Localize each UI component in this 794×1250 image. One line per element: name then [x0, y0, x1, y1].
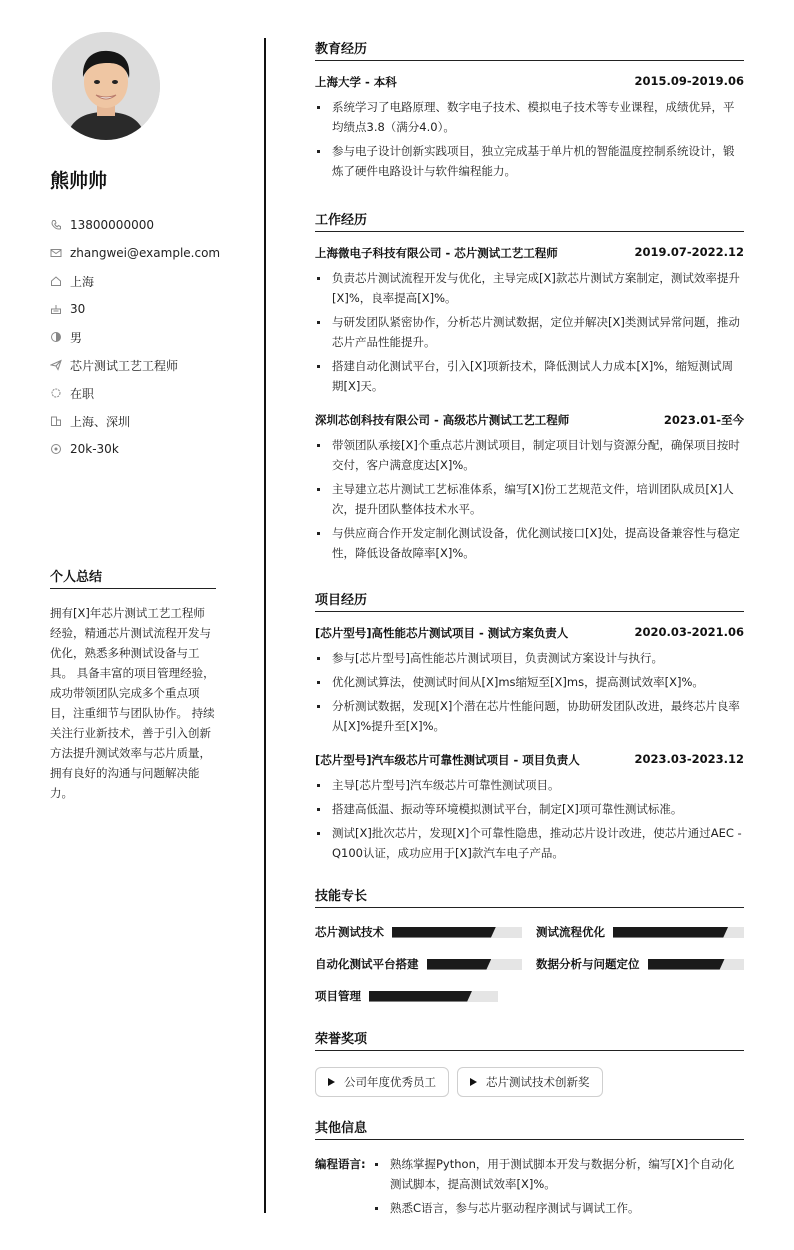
summary-section [50, 566, 216, 803]
other-info [315, 1154, 744, 1222]
skill-bar-fill [648, 959, 725, 970]
bullet-item: 熟练掌握Python，用于测试脚本开发与数据分析，编写[X]个自动化测试脚本，提高测试效率[X]%。 [373, 1154, 744, 1194]
entry-name: [芯片型号]汽车级芯片可靠性测试项目 - 项目负责人 [315, 753, 580, 767]
projects-section [315, 589, 744, 863]
skill-bar [427, 959, 523, 970]
contact-item [50, 267, 216, 295]
other-label: 编程语言: [315, 1157, 366, 1171]
contact-value: 芯片测试工艺工程师 [70, 358, 179, 373]
entry-date: 2023.03-2023.12 [634, 752, 744, 766]
contact-item [50, 211, 216, 239]
awards-list [315, 1067, 744, 1097]
skill-bar [369, 991, 498, 1002]
skill-name: 自动化测试平台搭建 [315, 957, 419, 971]
contact-item [50, 323, 216, 351]
entry-date: 2023.01-至今 [663, 413, 744, 427]
entry [315, 412, 744, 563]
entry-bullets [315, 775, 744, 863]
bullet-item: 系统学习了电路原理、数字电子技术、模拟电子技术等专业课程，成绩优异，平均绩点3.8（满分4.0）。 [315, 97, 744, 137]
bullet-item: 参与电子设计创新实践项目，独立完成基于单片机的智能温度控制系统设计，锻炼了硬件电路设计与软件编程能力。 [315, 141, 744, 181]
contact-value: 30 [70, 302, 86, 316]
entry-head [315, 245, 744, 261]
entry-bullets [315, 268, 744, 396]
entry-bullets [315, 97, 744, 181]
skill-name: 数据分析与问题定位 [536, 957, 640, 971]
bullet-item: 分析测试数据，发现[X]个潜在芯片性能问题，协助研发团队改进，最终芯片良率从[X]%提升至[X]%。 [315, 696, 744, 736]
award-label: 公司年度优秀员工 [344, 1075, 436, 1089]
entry-name: 上海大学 - 本科 [315, 75, 397, 89]
work-section [315, 209, 744, 563]
play-triangle-icon [470, 1078, 477, 1086]
education-section [315, 38, 744, 181]
contact-item [50, 239, 221, 267]
bullet-item: 测试[X]批次芯片，发现[X]个可靠性隐患，推动芯片设计改进，使芯片通过AEC - Q100认证，成功应用于[X]款汽车电子产品。 [315, 823, 744, 863]
entry-date: 2019.07-2022.12 [634, 245, 744, 259]
contact-item [50, 407, 216, 435]
contact-item [50, 379, 216, 407]
contact-list [50, 211, 221, 463]
bullet-item: 带领团队承接[X]个重点芯片测试项目，制定项目计划与资源分配，确保项目按时交付，客户满意度达[X]%。 [315, 435, 744, 475]
other-bullets [373, 1154, 744, 1222]
phone-icon [50, 219, 62, 231]
building-icon [50, 415, 62, 427]
bullet-item: 主导建立芯片测试工艺标准体系，编写[X]份工艺规范文件，培训团队成员[X]人次，提升团队整体技术水平。 [315, 479, 744, 519]
bullet-item: 搭建高低温、振动等环境模拟测试平台，制定[X]项可靠性测试标准。 [315, 799, 744, 819]
bullet-item: 搭建自动化测试平台，引入[X]项新技术，降低测试人力成本[X]%，缩短测试周期[X]天。 [315, 356, 744, 396]
entry [315, 245, 744, 396]
skill-name: 芯片测试技术 [315, 925, 384, 939]
entry-name: 深圳芯创科技有限公司 - 高级芯片测试工艺工程师 [315, 413, 570, 427]
skill-item [315, 986, 498, 1006]
skills-section [315, 885, 744, 1006]
contact-item [50, 351, 216, 379]
contact-value: 20k-30k [70, 442, 119, 456]
skill-bar-fill [613, 927, 728, 938]
gender-icon [50, 331, 62, 343]
entry-head [315, 625, 744, 641]
bullet-item: 与研发团队紧密协作，分析芯片测试数据，定位并解决[X]类测试异常问题，推动芯片产品性能提升。 [315, 312, 744, 352]
skill-name: 测试流程优化 [536, 925, 605, 939]
skill-item [315, 922, 522, 942]
contact-item [50, 435, 216, 463]
mail-icon [50, 247, 62, 259]
entry-name: [芯片型号]高性能芯片测试项目 - 测试方案负责人 [315, 626, 569, 640]
entry [315, 752, 744, 863]
skill-bar-fill [369, 991, 472, 1002]
awards-title: 荣誉奖项 [315, 1028, 744, 1051]
skill-bar-fill [392, 927, 496, 938]
column-divider [264, 38, 266, 1213]
skill-bar [648, 959, 745, 970]
contact-value: zhangwei@example.com [70, 246, 221, 260]
skill-item [315, 954, 522, 974]
bullet-item: 负责芯片测试流程开发与优化，主导完成[X]款芯片测试方案制定，测试效率提升[X]%，良率提高[X]%。 [315, 268, 744, 308]
contact-value: 在职 [70, 386, 95, 401]
salary-icon [50, 443, 62, 455]
avatar-portrait-icon [52, 32, 160, 140]
awards-section [315, 1028, 744, 1097]
cake-icon [50, 303, 62, 315]
entry-bullets [315, 648, 744, 736]
skill-item [536, 922, 744, 942]
skill-bar [613, 927, 744, 938]
award-label: 芯片测试技术创新奖 [486, 1075, 590, 1089]
award-tag [315, 1067, 449, 1097]
skill-name: 项目管理 [315, 989, 361, 1003]
avatar [52, 32, 160, 140]
contact-value: 男 [70, 330, 83, 345]
entry [315, 74, 744, 181]
work-title: 工作经历 [315, 209, 744, 232]
entry-date: 2015.09-2019.06 [634, 74, 744, 88]
contact-value: 上海、深圳 [70, 414, 131, 429]
bullet-item: 与供应商合作开发定制化测试设备，优化测试接口[X]处，提高设备兼容性与稳定性，降低设备故障率[X]%。 [315, 523, 744, 563]
skill-item [536, 954, 744, 974]
summary-title: 个人总结 [50, 566, 216, 589]
skill-bar-fill [427, 959, 492, 970]
entry-head [315, 412, 744, 428]
other-title: 其他信息 [315, 1117, 744, 1140]
send-icon [50, 359, 62, 371]
bullet-item: 参与[芯片型号]高性能芯片测试项目，负责测试方案设计与执行。 [315, 648, 744, 668]
entry-bullets [315, 435, 744, 563]
contact-item [50, 295, 216, 323]
entry-name: 上海微电子科技有限公司 - 芯片测试工艺工程师 [315, 246, 558, 260]
award-tag [457, 1067, 603, 1097]
status-icon [50, 387, 62, 399]
entry [315, 625, 744, 736]
contact-value: 上海 [70, 274, 95, 289]
play-triangle-icon [328, 1078, 335, 1086]
entry-head [315, 74, 744, 90]
right-column [315, 38, 744, 1222]
bullet-item: 主导[芯片型号]汽车级芯片可靠性测试项目。 [315, 775, 744, 795]
candidate-name: 熊帅帅 [50, 170, 108, 192]
skill-bar [392, 927, 522, 938]
left-column [50, 32, 221, 800]
home-icon [50, 275, 62, 287]
entry-head [315, 752, 744, 768]
skills-title: 技能专长 [315, 885, 744, 908]
other-section [315, 1117, 744, 1222]
education-title: 教育经历 [315, 38, 744, 61]
skills-grid [315, 922, 744, 1006]
entry-date: 2020.03-2021.06 [634, 625, 744, 639]
bullet-item: 熟悉C语言，参与芯片驱动程序测试与调试工作。 [373, 1198, 744, 1218]
contact-value: 13800000000 [70, 218, 154, 232]
projects-title: 项目经历 [315, 589, 744, 612]
summary-text: 拥有[X]年芯片测试工艺工程师经验，精通芯片测试流程开发与优化，熟悉多种测试设备与工具。 具备丰富的项目管理经验，成功带领团队完成多个重点项目，注重细节与团队协作。 持续关注行业新技术，善于引入创新方法提升测试效率与芯片质量，拥有良好的沟通与问题解决能力。 [50, 606, 215, 800]
bullet-item: 优化测试算法，使测试时间从[X]ms缩短至[X]ms，提高测试效率[X]%。 [315, 672, 744, 692]
